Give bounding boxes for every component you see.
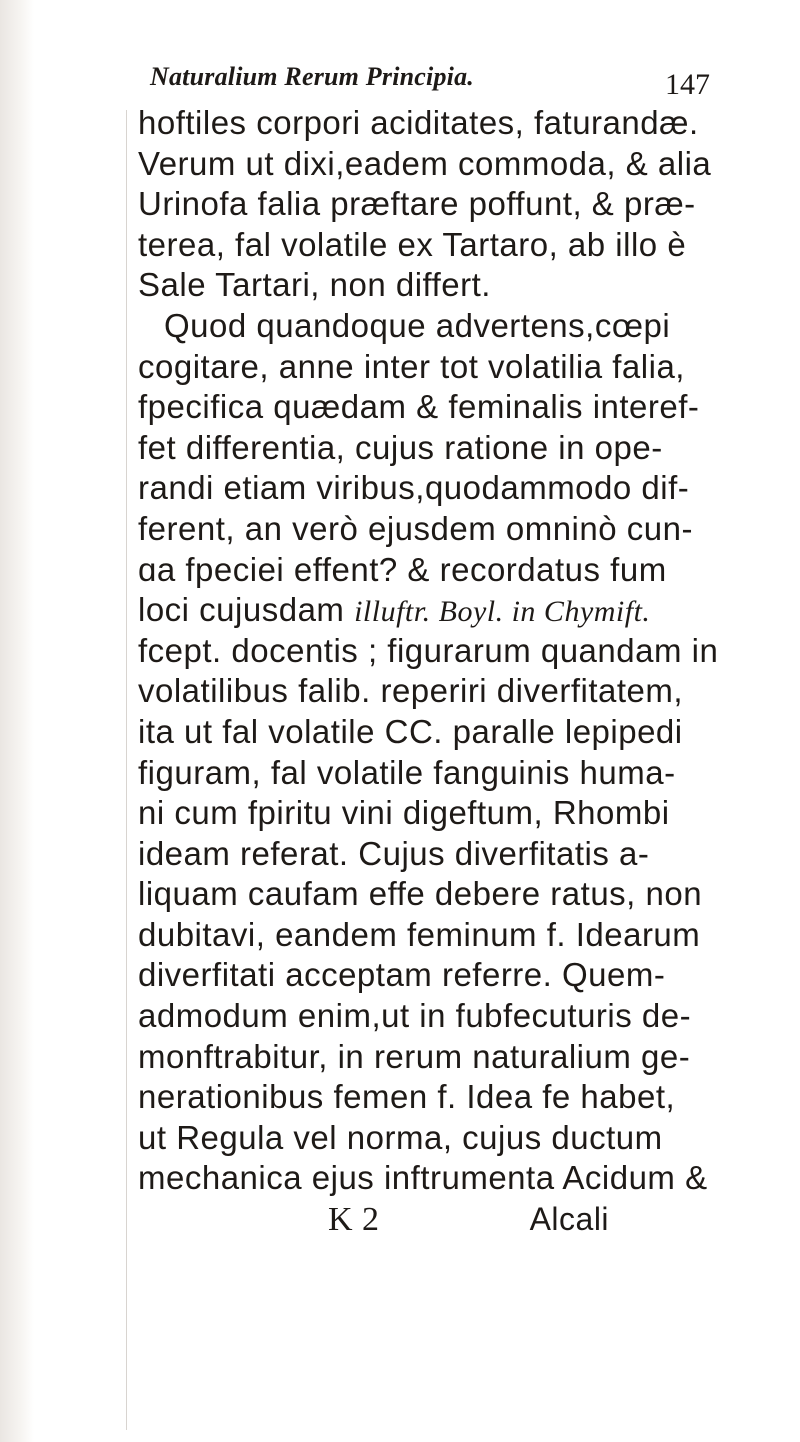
- text-line: monftrabitur, in rerum naturalium ge-: [138, 1037, 691, 1075]
- text-line: mechanica ejus inftrumenta Acidum &: [138, 1159, 708, 1197]
- binding-gutter: [0, 0, 34, 1442]
- paragraph-start-line: Quod quandoque advertens,cœpi: [164, 306, 671, 344]
- text-line: figuram, fal volatile fanguinis huma-: [138, 753, 676, 791]
- text-line: randi etiam viribus,quodammodo dif-: [138, 469, 690, 507]
- text-line: liquam caufam effe debere ratus, non: [138, 875, 703, 913]
- text-line: cogitare, anne inter tot volatilia falia,: [138, 347, 685, 385]
- text-line: ideam referat. Cujus diverfitatis a-: [138, 834, 650, 872]
- text-line: Verum ut dixi,eadem commoda, & alia: [138, 144, 712, 182]
- text-line: ɑa fpeciei effent? & recordatus fum: [138, 550, 667, 588]
- text-line: ferent, an verò ejusdem omninò cun-: [138, 509, 693, 547]
- text-line: volatilibus falib. reperiri diverfitatem,: [138, 672, 684, 710]
- text-line: terea, fal volatile ex Tartaro, ab illo è: [138, 225, 687, 263]
- text-line: fpecifica quædam & feminalis interef-: [138, 388, 700, 426]
- running-title: Naturalium Rerum Principia.: [150, 62, 474, 91]
- page-header: [150, 62, 710, 106]
- text-line: ut Regula vel norma, cujus ductum: [138, 1118, 663, 1156]
- text-line: Sale Tartari, non differt.: [138, 266, 491, 304]
- text-line: ita ut fal volatile CC. paralle lepipedi: [138, 712, 683, 750]
- text-run: loci cujusdam: [138, 591, 355, 629]
- page-number: 147: [665, 68, 710, 101]
- text-line: Urinofa falia præftare poffunt, & præ-: [138, 185, 696, 223]
- text-line: diverfitati acceptam referre. Quem-: [138, 956, 666, 994]
- text-line: nerationibus femen f. Idea fe habet,: [138, 1078, 676, 1116]
- catchword: Alcali: [529, 1201, 610, 1238]
- text-line-with-citation: [138, 590, 778, 631]
- text-line: fcept. docentis ; figurarum quandam in: [138, 631, 719, 669]
- text-line: dubitavi, eandem feminum f. Idearum: [138, 915, 701, 953]
- text-line: ni cum fpiritu vini digeftum, Rhombi: [138, 794, 670, 832]
- page-footer-line: [138, 1199, 778, 1240]
- citation-italic: illuftr. Boyl. in Chymift.: [354, 595, 651, 629]
- text-line: fet differentia, cujus ratione in ope-: [138, 428, 663, 466]
- signature-mark: K 2: [328, 1201, 380, 1239]
- margin-rule: [126, 110, 127, 1430]
- text-line: hoftiles corpori aciditates, faturandæ.: [138, 104, 699, 141]
- body-text: [138, 103, 778, 1240]
- text-line: admodum enim,ut in fubfecuturis de-: [138, 997, 692, 1035]
